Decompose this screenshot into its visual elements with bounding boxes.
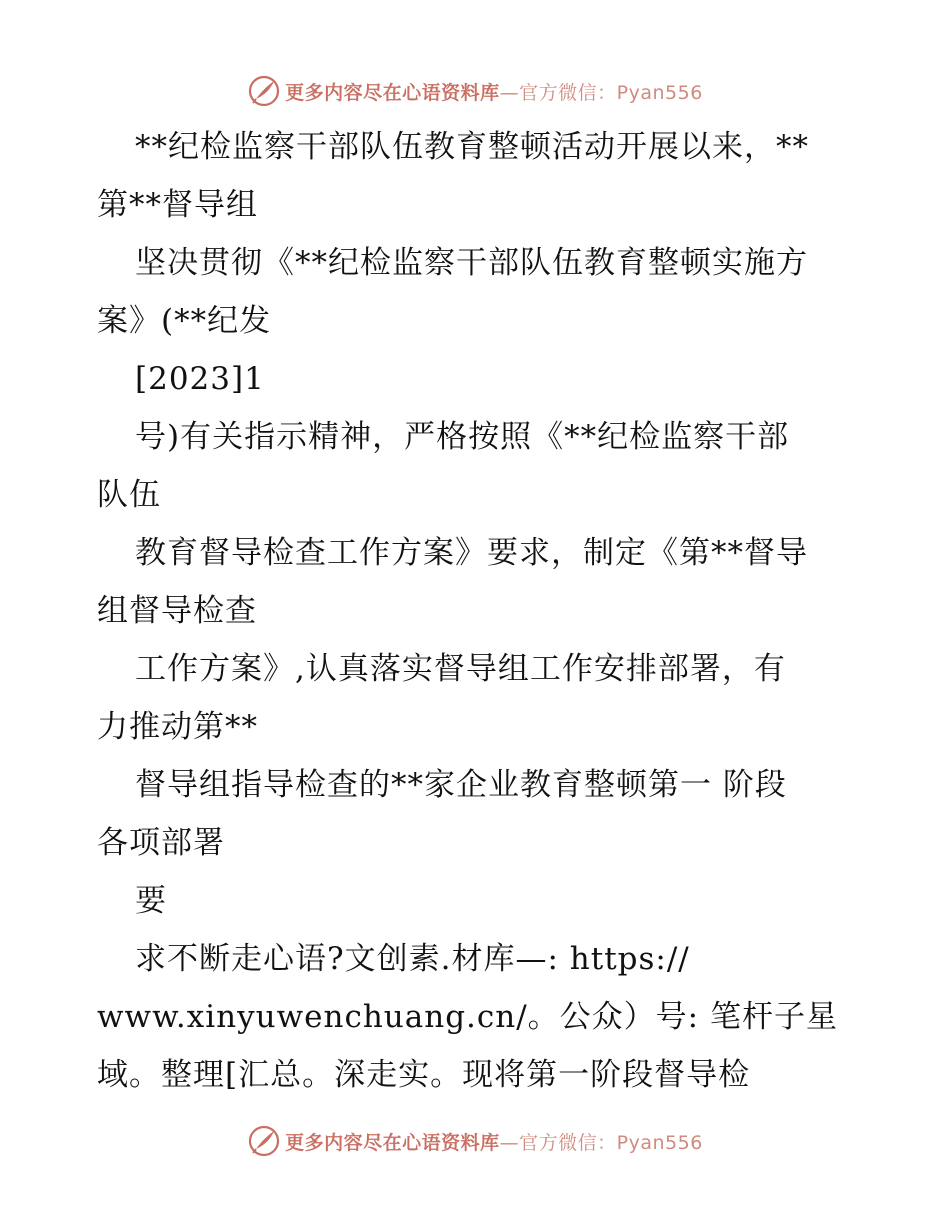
- header-watermark-main: 更多内容尽在心语资料库: [285, 81, 500, 104]
- body-text-line: www.xinyuwenchuang.cn/。公众）号: 笔杆子星: [97, 999, 838, 1035]
- footer-watermark-text: [285, 1128, 703, 1155]
- header-watermark-sep: —: [499, 81, 520, 104]
- document-body: [97, 118, 877, 1104]
- body-text-line: 域。整理[汇总。深走实。现将第一阶段督导检: [97, 1057, 751, 1093]
- body-text-line: 要: [135, 883, 167, 919]
- body-text-line: 督导组指导检查的**家企业教育整顿第一 阶段: [135, 767, 787, 803]
- footer-watermark-main: 更多内容尽在心语资料库: [285, 1131, 500, 1154]
- body-text-line: 工作方案》,认真落实督导组工作安排部署，有: [135, 651, 786, 687]
- body-text-line: 求不断走心语?文创素.材库—: https://: [135, 941, 690, 977]
- body-text-line: [2023]1: [135, 361, 265, 397]
- footer-watermark-tail: 官方微信：Pyan556: [519, 1131, 703, 1154]
- body-text-line: 坚决贯彻《**纪检监察干部队伍教育整顿实施方: [135, 245, 808, 281]
- body-text-line: **纪检监察干部队伍教育整顿活动开展以来，**: [135, 129, 809, 165]
- feather-logo-icon: [247, 74, 281, 108]
- body-text-line: 案》(**纪发: [97, 303, 272, 339]
- footer-watermark-banner: [0, 1121, 950, 1161]
- header-watermark-tail: 官方微信：Pyan556: [519, 81, 703, 104]
- body-text-line: 组督导检查: [97, 593, 257, 629]
- footer-watermark-sep: —: [499, 1131, 520, 1154]
- body-text-line: 各项部署: [97, 825, 225, 861]
- body-text-line: 力推动第**: [97, 709, 258, 745]
- header-watermark-text: [285, 78, 703, 105]
- body-text-line: 队伍: [97, 477, 161, 513]
- body-text-line: 第**督导组: [97, 187, 258, 223]
- header-watermark-banner: [0, 71, 950, 111]
- body-text-line: 教育督导检查工作方案》要求，制定《第**督导: [135, 535, 808, 571]
- feather-logo-icon: [247, 1124, 281, 1158]
- body-text-line: 号)有关指示精神，严格按照《**纪检监察干部: [135, 419, 790, 455]
